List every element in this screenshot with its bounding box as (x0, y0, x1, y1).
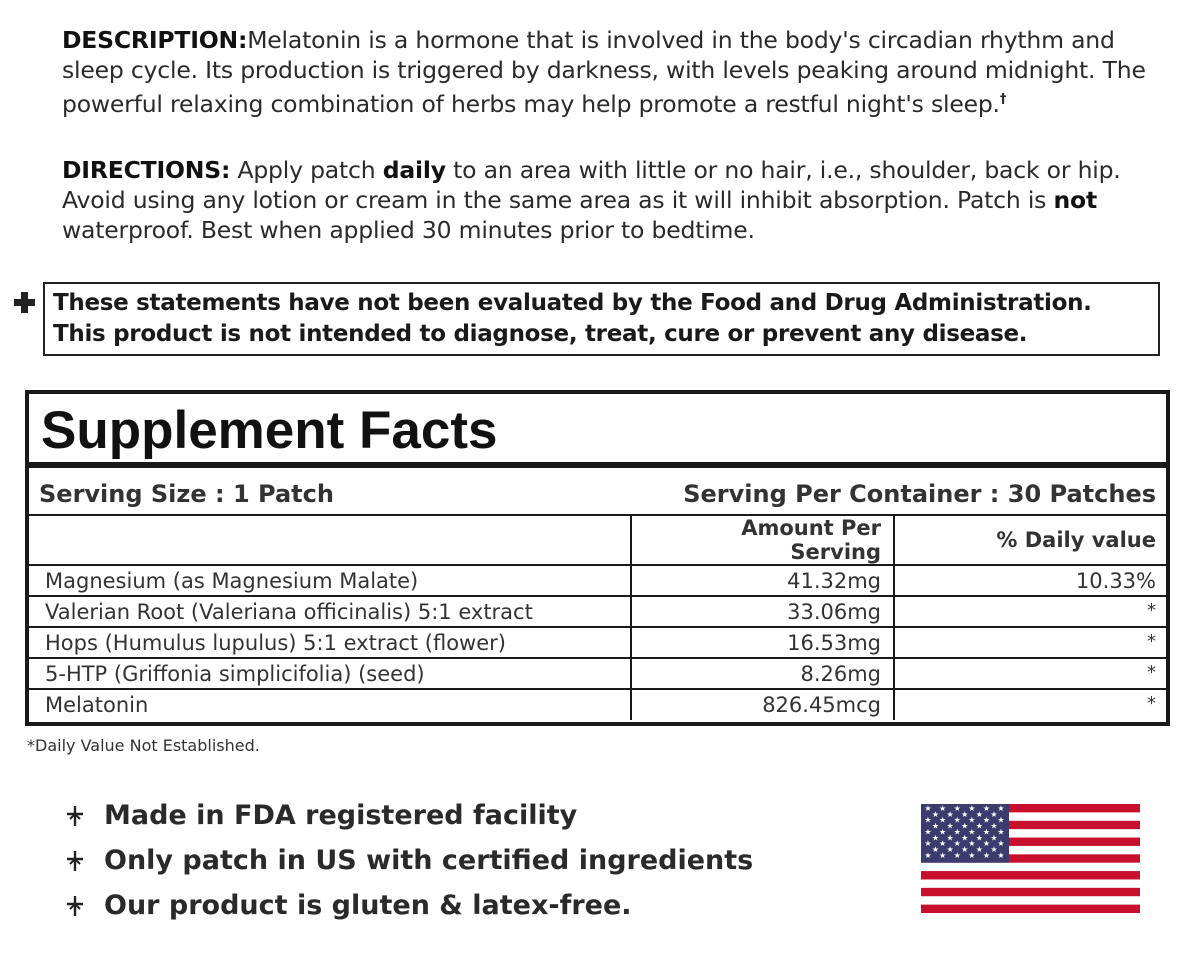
dagger-mark: † (999, 92, 1007, 107)
directions-text-1: Apply patch (237, 156, 376, 184)
svg-text:★: ★ (961, 845, 969, 854)
svg-text:★: ★ (997, 815, 1005, 825)
cross-bullet-icon (60, 895, 90, 917)
svg-text:★: ★ (968, 839, 976, 849)
svg-text:★: ★ (931, 809, 940, 819)
svg-text:★: ★ (990, 809, 998, 819)
svg-text:★: ★ (982, 815, 990, 825)
svg-text:★: ★ (968, 850, 976, 860)
list-item (60, 883, 753, 928)
description-label: DESCRIPTION: (62, 26, 248, 54)
description-paragraph (62, 25, 1172, 119)
svg-text:★: ★ (939, 815, 947, 825)
ingredient-amount: 8.26mg (631, 658, 894, 689)
supplement-facts-table (29, 516, 1166, 720)
svg-text:★: ★ (997, 827, 1005, 837)
svg-text:★: ★ (924, 839, 932, 849)
ingredient-daily-value: * (1147, 661, 1156, 683)
ingredient-amount: 826.45mcg (631, 689, 894, 720)
cross-bullet-icon (60, 850, 90, 872)
svg-text:★: ★ (968, 815, 976, 825)
supplement-facts-title: Supplement Facts (29, 394, 1166, 468)
feature-text: Only patch in US with certified ingredients (104, 845, 754, 876)
table-row (29, 658, 1166, 689)
daily-value-footnote: *Daily Value Not Established. (27, 736, 260, 755)
ingredient-daily-value: * (1147, 599, 1156, 621)
svg-text:★: ★ (946, 809, 954, 819)
ingredient-name: Melatonin (29, 689, 631, 720)
svg-text:★: ★ (961, 833, 969, 843)
description-text: Melatonin is a hormone that is involved in the body's circadian rhythm and sleep cycle. Its production is triggered by darkness, with levels peaking around midnight. The powerful relaxing combination of herbs may help promote a restful night's sleep. (62, 26, 1146, 118)
svg-text:★: ★ (946, 845, 954, 854)
svg-text:★: ★ (953, 839, 961, 849)
svg-text:★: ★ (953, 804, 961, 813)
svg-text:★: ★ (982, 827, 990, 837)
supplement-facts-panel (25, 390, 1170, 726)
ingredient-amount: 41.32mg (631, 565, 894, 596)
svg-text:★: ★ (939, 850, 947, 860)
svg-text:★: ★ (975, 845, 983, 854)
ingredient-amount: 33.06mg (631, 596, 894, 627)
svg-text:★: ★ (961, 821, 969, 831)
svg-text:★: ★ (946, 821, 954, 831)
svg-text:★: ★ (982, 839, 990, 849)
list-item (60, 793, 753, 838)
ingredient-daily-value: 10.33% (894, 565, 1166, 596)
column-header-daily-value: % Daily value (894, 516, 1166, 565)
column-header-ingredient (29, 516, 631, 565)
directions-emphasis-daily: daily (382, 156, 446, 184)
svg-text:★: ★ (961, 809, 969, 819)
ingredient-name: 5-HTP (Griffonia simplicifolia) (seed) (29, 658, 631, 689)
table-row (29, 689, 1166, 720)
table-header-row (29, 516, 1166, 565)
ingredient-name: Valerian Root (Valeriana officinalis) 5:1 extract (29, 596, 631, 627)
ingredient-amount: 16.53mg (631, 627, 894, 658)
svg-text:★: ★ (924, 815, 932, 825)
svg-text:★: ★ (968, 827, 976, 837)
svg-text:★: ★ (946, 833, 954, 843)
servings-per-container: Serving Per Container : 30 Patches (683, 480, 1156, 508)
svg-text:★: ★ (997, 850, 1005, 860)
svg-text:★: ★ (931, 833, 940, 843)
ingredient-daily-value: * (1147, 693, 1156, 714)
table-row (29, 565, 1166, 596)
svg-text:★: ★ (953, 827, 961, 837)
svg-text:★: ★ (939, 827, 947, 837)
svg-text:★: ★ (990, 821, 998, 831)
directions-text-3: waterproof. Best when applied 30 minutes prior to bedtime. (62, 216, 755, 244)
svg-text:★: ★ (975, 821, 983, 831)
cross-bullet-icon (60, 805, 90, 827)
serving-info-row (29, 468, 1166, 516)
disclaimer-line-1: These statements have not been evaluated by the Food and Drug Administration. (53, 290, 1092, 316)
svg-text:★: ★ (939, 839, 947, 849)
svg-text:★: ★ (939, 804, 947, 813)
ingredient-name: Hops (Humulus lupulus) 5:1 extract (flower) (29, 627, 631, 658)
table-row (29, 596, 1166, 627)
svg-text:★: ★ (990, 845, 998, 854)
directions-text-2: to an area with little or no hair, i.e., shoulder, back or hip. Avoid using any lotion or cream in the same area as it will inhibit absorption. Patch is (62, 156, 1121, 214)
serving-size: Serving Size : 1 Patch (39, 480, 334, 508)
ingredient-daily-value: * (1147, 630, 1156, 652)
directions-paragraph (62, 155, 1172, 245)
feature-text: Our product is gluten & latex-free. (104, 890, 632, 921)
us-flag-icon (921, 804, 1140, 913)
svg-text:★: ★ (931, 845, 940, 854)
directions-emphasis-not: not (1053, 186, 1098, 214)
svg-text:★: ★ (931, 821, 940, 831)
fda-disclaimer-box (43, 282, 1160, 356)
svg-text:★: ★ (997, 804, 1005, 813)
svg-text:★: ★ (924, 850, 932, 860)
svg-text:★: ★ (924, 827, 932, 837)
svg-text:★: ★ (968, 804, 976, 813)
plus-icon (12, 290, 38, 316)
svg-text:★: ★ (975, 809, 983, 819)
svg-text:★: ★ (975, 833, 983, 843)
svg-text:★: ★ (990, 833, 998, 843)
table-row (29, 627, 1166, 658)
feature-text: Made in FDA registered facility (104, 800, 578, 831)
svg-text:★: ★ (997, 839, 1005, 849)
ingredient-name: Magnesium (as Magnesium Malate) (29, 565, 631, 596)
disclaimer-line-2: This product is not intended to diagnose, treat, cure or prevent any disease. (53, 321, 1028, 347)
column-header-amount: Amount Per Serving (631, 516, 894, 565)
feature-list (60, 793, 753, 928)
svg-text:★: ★ (953, 850, 961, 860)
svg-text:★: ★ (982, 850, 990, 860)
svg-text:★: ★ (982, 804, 990, 813)
list-item (60, 838, 753, 883)
svg-text:★: ★ (924, 804, 932, 813)
svg-text:★: ★ (953, 815, 961, 825)
directions-label: DIRECTIONS: (62, 156, 231, 184)
